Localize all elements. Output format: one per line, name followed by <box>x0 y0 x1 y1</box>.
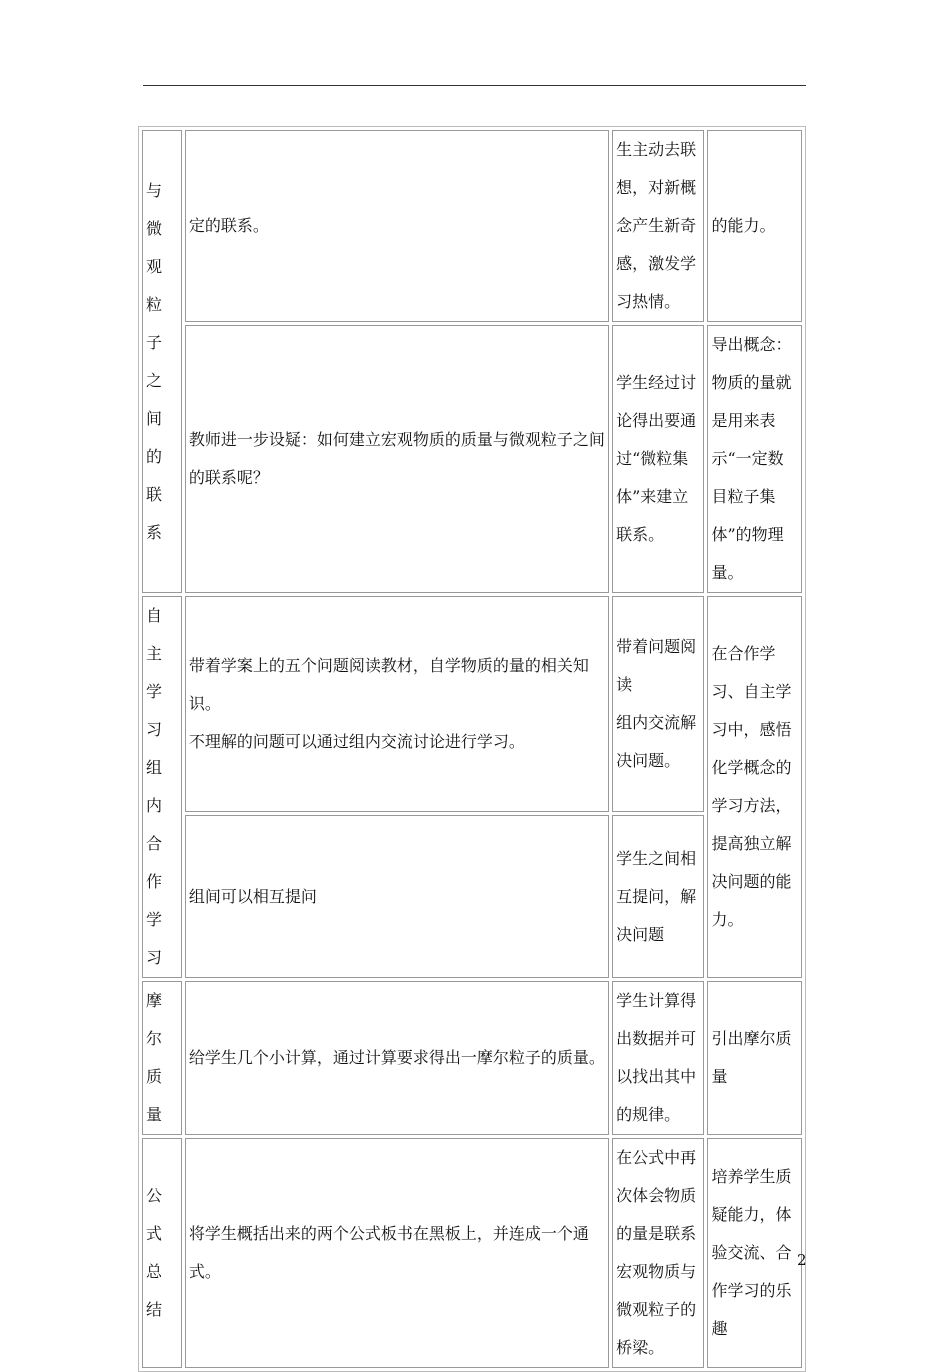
student-activity-cell: 生主动去联想，对新概念产生新奇感，激发学习热情。 <box>612 130 704 322</box>
design-intent-cell: 培养学生质疑能力，体验交流、合作学习的乐趣 <box>707 1138 802 1368</box>
student-activity-cell: 学生经过讨论得出要通过“微粒集体”来建立联系。 <box>612 325 704 593</box>
stage-cell: 与微 观粒 子之 间的 联系 <box>142 130 182 593</box>
teacher-activity-cell: 组间可以相互提问 <box>185 815 609 978</box>
teacher-activity-cell: 教师进一步设疑：如何建立宏观物质的质量与微观粒子之间的联系呢？ <box>185 325 609 593</box>
table-row <box>142 325 802 593</box>
design-intent-cell: 导出概念：物质的量就是用来表示“一定数目粒子集体”的物理量。 <box>707 325 802 593</box>
teacher-activity-cell: 带着学案上的五个问题阅读教材，自学物质的量的相关知识。 不理解的问题可以通过组内交流讨论进行学习。 <box>185 596 609 812</box>
student-activity-cell: 在公式中再次体会物质的量是联系宏观物质与微观粒子的桥梁。 <box>612 1138 704 1368</box>
design-intent-cell: 的能力。 <box>707 130 802 322</box>
page-number: 2 <box>797 1251 807 1269</box>
teacher-activity-cell: 给学生几个小计算，通过计算要求得出一摩尔粒子的质量。 <box>185 981 609 1135</box>
stage-cell: 公式 总结 <box>142 1138 182 1368</box>
student-activity-cell: 学生计算得出数据并可以找出其中的规律。 <box>612 981 704 1135</box>
table-row <box>142 130 802 322</box>
header-rule <box>143 85 806 86</box>
lesson-plan-table <box>138 126 806 1372</box>
design-intent-cell: 在合作学习、自主学习中，感悟化学概念的学习方法，提高独立解决问题的能力。 <box>707 596 802 978</box>
table-row <box>142 596 802 812</box>
stage-cell: 摩尔 质量 <box>142 981 182 1135</box>
table-row <box>142 815 802 978</box>
table-row <box>142 1138 802 1368</box>
student-activity-cell: 学生之间相互提问，解决问题 <box>612 815 704 978</box>
design-intent-cell: 引出摩尔质量 <box>707 981 802 1135</box>
stage-cell: 自主 学习 组内 合作 学习 <box>142 596 182 978</box>
teacher-activity-cell: 定的联系。 <box>185 130 609 322</box>
student-activity-cell: 带着问题阅读 组内交流解决问题。 <box>612 596 704 812</box>
table-row <box>142 981 802 1135</box>
teacher-activity-cell: 将学生概括出来的两个公式板书在黑板上，并连成一个通式。 <box>185 1138 609 1368</box>
